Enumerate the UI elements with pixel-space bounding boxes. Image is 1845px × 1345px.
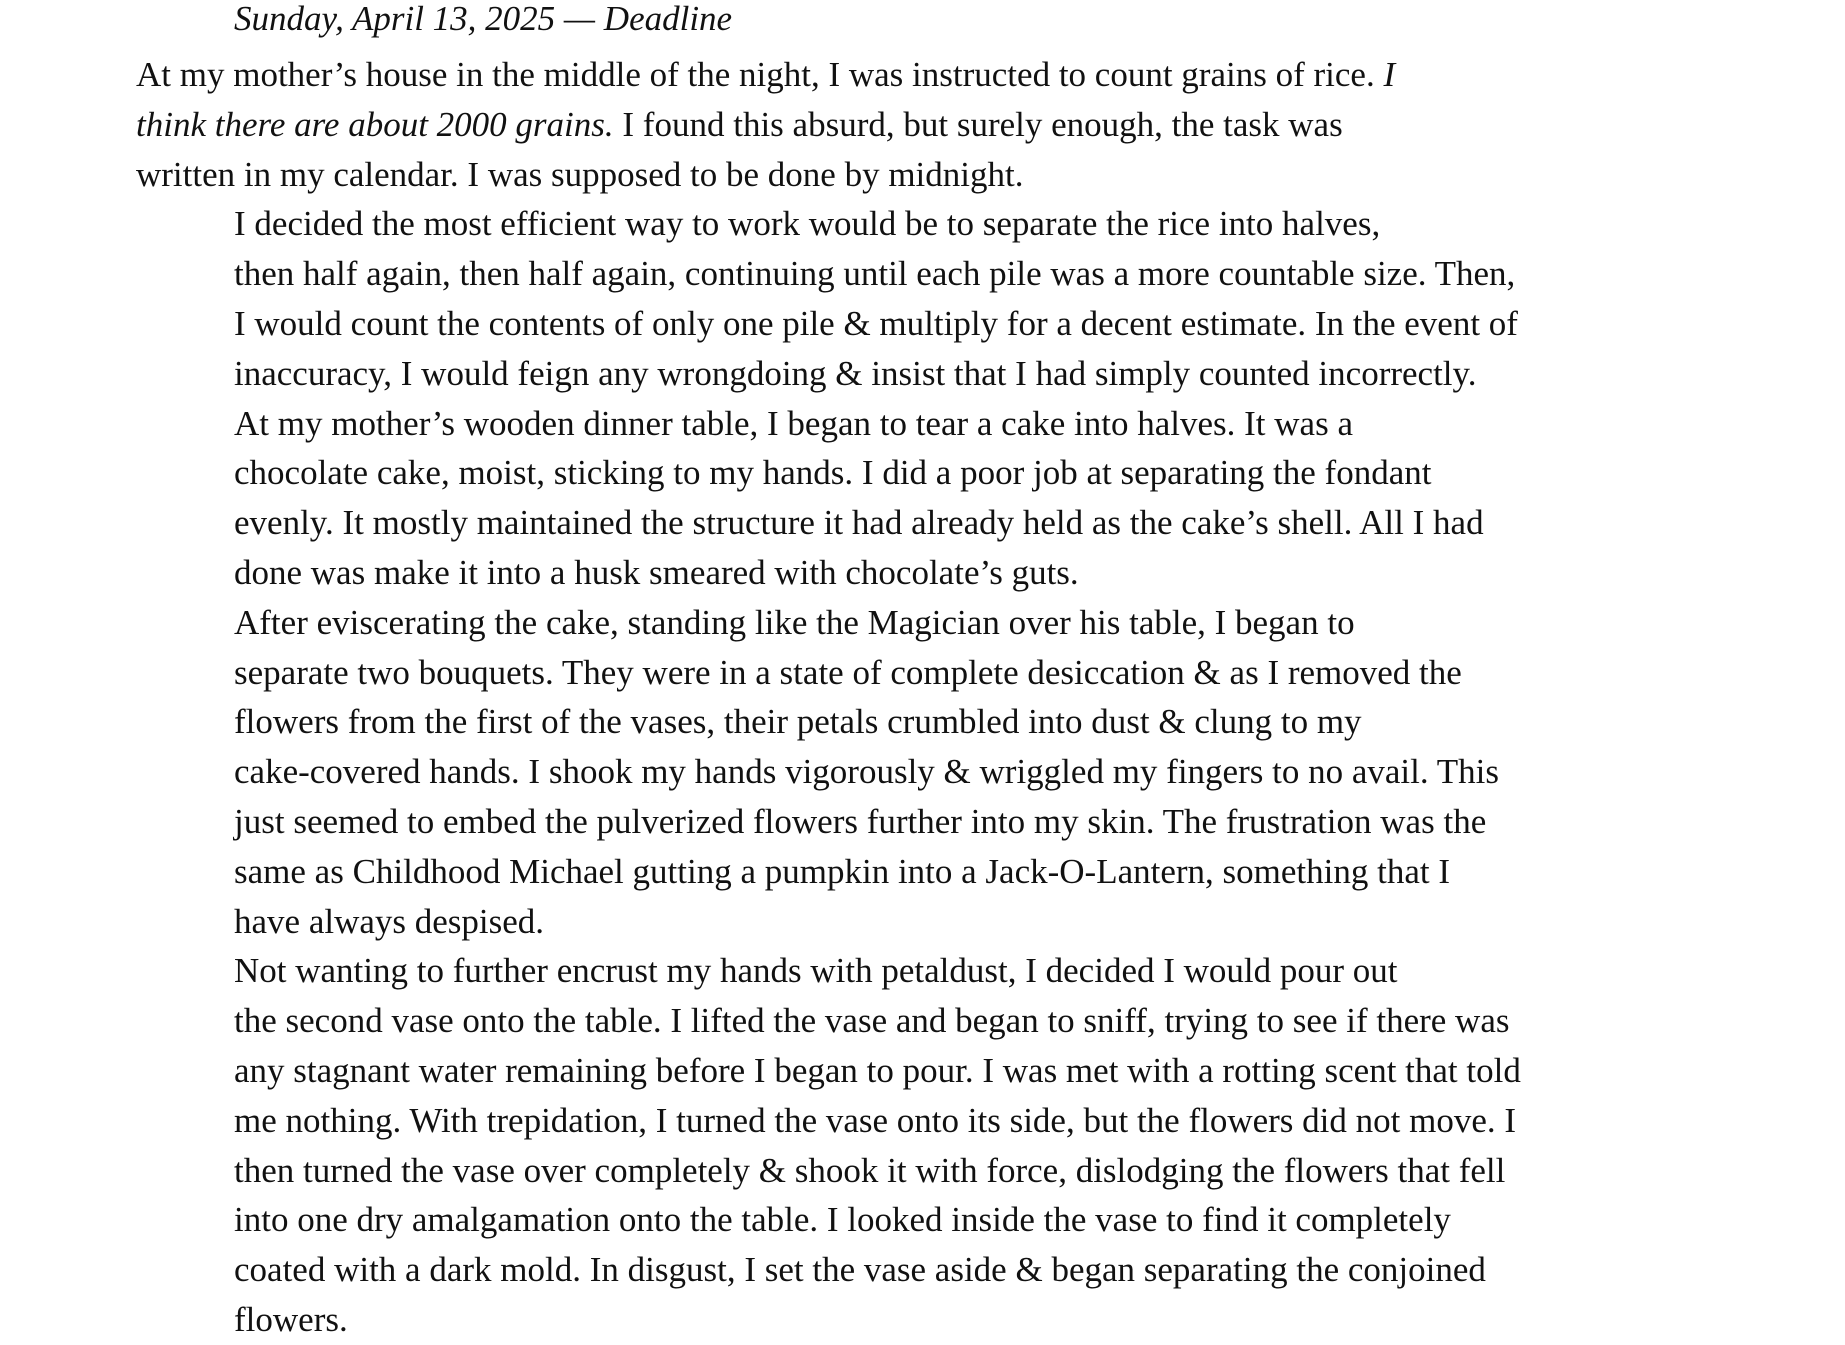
paragraph-1 [136, 50, 1526, 199]
text-line: into one dry amalgamation onto the table. I looked inside the vase to find it completely [234, 1200, 1451, 1240]
entry-date-heading: Sunday, April 13, 2025 — Deadline [234, 0, 733, 38]
text-line: same as Childhood Michael gutting a pumpkin into a Jack-O-Lantern, something that I [234, 851, 1450, 891]
text-line: After eviscerating the cake, standing like the Magician over his table, I began to [234, 602, 1355, 642]
text-line: done was make it into a husk smeared with chocolate’s guts. [234, 552, 1079, 592]
text-line: inaccuracy, I would feign any wrongdoing & insist that I had simply counted incorrectly. [234, 353, 1477, 393]
text-line: coated with a dark mold. In disgust, I set the vase aside & began separating the conjoined [234, 1250, 1486, 1290]
text-line: cake-covered hands. I shook my hands vigorously & wriggled my fingers to no avail. This [234, 752, 1499, 792]
document-page [136, 0, 1526, 1345]
paragraph-5 [136, 946, 1526, 1344]
text-line: the second vase onto the table. I lifted the vase and began to sniff, trying to see if there was [234, 1001, 1510, 1041]
text-line: flowers. [234, 1299, 348, 1339]
text-line: written in my calendar. I was supposed to be done by midnight. [136, 154, 1024, 194]
paragraph-4 [136, 598, 1526, 947]
italic-text: think there are about 2000 grains. [136, 104, 614, 144]
text-line: Not wanting to further encrust my hands with petaldust, I decided I would pour out [234, 951, 1398, 991]
text-line: I decided the most efficient way to work would be to separate the rice into halves, [234, 204, 1381, 244]
italic-text: I [1374, 55, 1396, 94]
text-line: separate two bouquets. They were in a state of complete desiccation & as I removed the [234, 652, 1462, 692]
text-line: me nothing. With trepidation, I turned the vase onto its side, but the flowers did not move. I [234, 1100, 1517, 1140]
text-line: then half again, then half again, continuing until each pile was a more countable size. Then, [234, 254, 1516, 294]
text-line: think there are about 2000 grains. I found this absurd, but surely enough, the task was [136, 104, 1343, 144]
text-line: I would count the contents of only one pile & multiply for a decent estimate. In the event of [234, 303, 1518, 343]
text-line: At my mother’s wooden dinner table, I began to tear a cake into halves. It was a [234, 403, 1353, 443]
text-line: evenly. It mostly maintained the structure it had already held as the cake’s shell. All I had [234, 503, 1484, 543]
text-line: just seemed to embed the pulverized flowers further into my skin. The frustration was the [234, 801, 1487, 841]
text-line: any stagnant water remaining before I began to pour. I was met with a rotting scent that told [234, 1050, 1521, 1090]
text-line: flowers from the first of the vases, their petals crumbled into dust & clung to my [234, 702, 1362, 742]
text-line: then turned the vase over completely & shook it with force, dislodging the flowers that fell [234, 1150, 1506, 1190]
paragraph-2 [136, 199, 1526, 398]
text-line: chocolate cake, moist, sticking to my hands. I did a poor job at separating the fondant [234, 453, 1432, 493]
paragraph-3 [136, 399, 1526, 598]
text-line: At my mother’s house in the middle of the night, I was instructed to count grains of rice. I [136, 55, 1396, 94]
text-line: have always despised. [234, 901, 545, 941]
